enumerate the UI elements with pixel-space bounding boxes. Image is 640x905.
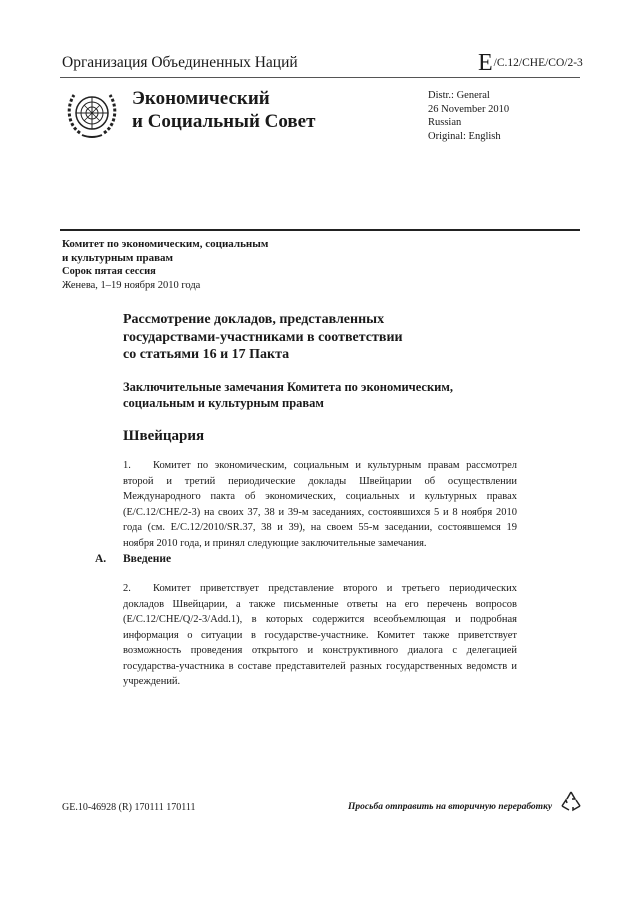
paragraph-number: 2. (123, 583, 131, 594)
council-line-1: Экономический (132, 88, 270, 109)
header-rule (60, 77, 580, 78)
committee-line-2: и культурным правам (62, 252, 173, 264)
main-title-line: государствами-участниками в соответствии (123, 329, 403, 345)
main-title-line: Рассмотрение докладов, представленных (123, 312, 385, 327)
session-title: Сорок пятая сессия (62, 266, 156, 277)
paragraph-2 (123, 581, 517, 690)
document-code: GE.10-46928 (R) 170111 170111 (62, 802, 196, 813)
recycle-icon (560, 790, 582, 812)
sub-title-line: Заключительные замечания Комитета по экономическим, (123, 380, 454, 394)
paragraph-text: Комитет по экономическим, социальным и культурным правам рассмотрел второй и третий периодические доклады Швейцарии об осуществлении Международного пакта об экономических, социальных и культурных правах (E/C.12/CHE/2-3) на своих 37, 38 и 39-м заседаниях, состоявшихся 5 и 8 ноября 2010 года (см. E/C.12/2010/SR.37, 38 и 39), на своем 55-м заседании, состоявшемся 19 ноября 2010 года, и принял следующие заключительные замечания. (123, 460, 517, 549)
council-name (132, 87, 315, 133)
section-rule (60, 229, 580, 231)
committee-name (62, 237, 268, 265)
paragraph-number: 1. (123, 460, 131, 471)
distribution-info (428, 89, 509, 143)
symbol-number: /C.12/CHE/CO/2-3 (493, 57, 583, 69)
paragraph-text: Комитет приветствует представление второго и третьего периодических докладов Швейцарии, а также письменные ответы на его перечень вопросов (E/C.12/CHE/Q/2-3/Add.1), в которых содержится всеобъемлющая и подробная информация о ситуации в государстве-участнике. Комитет также приветствует возможность проведения открытого и конструктивного диалога с делегацией государства-участника в составе представителей разных государственных ведомств и учреждений. (123, 583, 517, 687)
sub-title (123, 380, 453, 411)
section-title: Введение (123, 553, 172, 565)
date-line: 26 November 2010 (428, 103, 510, 115)
document-symbol (478, 50, 583, 77)
section-letter: A. (95, 553, 107, 565)
language-line: Russian (428, 117, 462, 128)
symbol-letter: E (478, 50, 493, 76)
paragraph-1 (123, 458, 517, 551)
sub-title-line: социальным и культурным правам (123, 395, 324, 410)
country-heading: Швейцария (123, 428, 205, 444)
section-heading-a (95, 553, 171, 565)
un-emblem-icon (62, 83, 122, 143)
original-language-line: Original: English (428, 130, 501, 142)
committee-line-1: Комитет по экономическим, социальным (62, 238, 269, 250)
organization-name: Организация Объединенных Наций (62, 54, 298, 71)
distr-line: Distr.: General (428, 90, 490, 101)
session-info (62, 265, 200, 293)
council-line-2: и Социальный Совет (132, 111, 316, 132)
recycle-note: Просьба отправить на вторичную переработку (348, 802, 553, 812)
main-title (123, 311, 403, 364)
main-title-line: со статьями 16 и 17 Пакта (123, 347, 290, 362)
session-dates: Женева, 1–19 ноября 2010 года (62, 280, 201, 291)
